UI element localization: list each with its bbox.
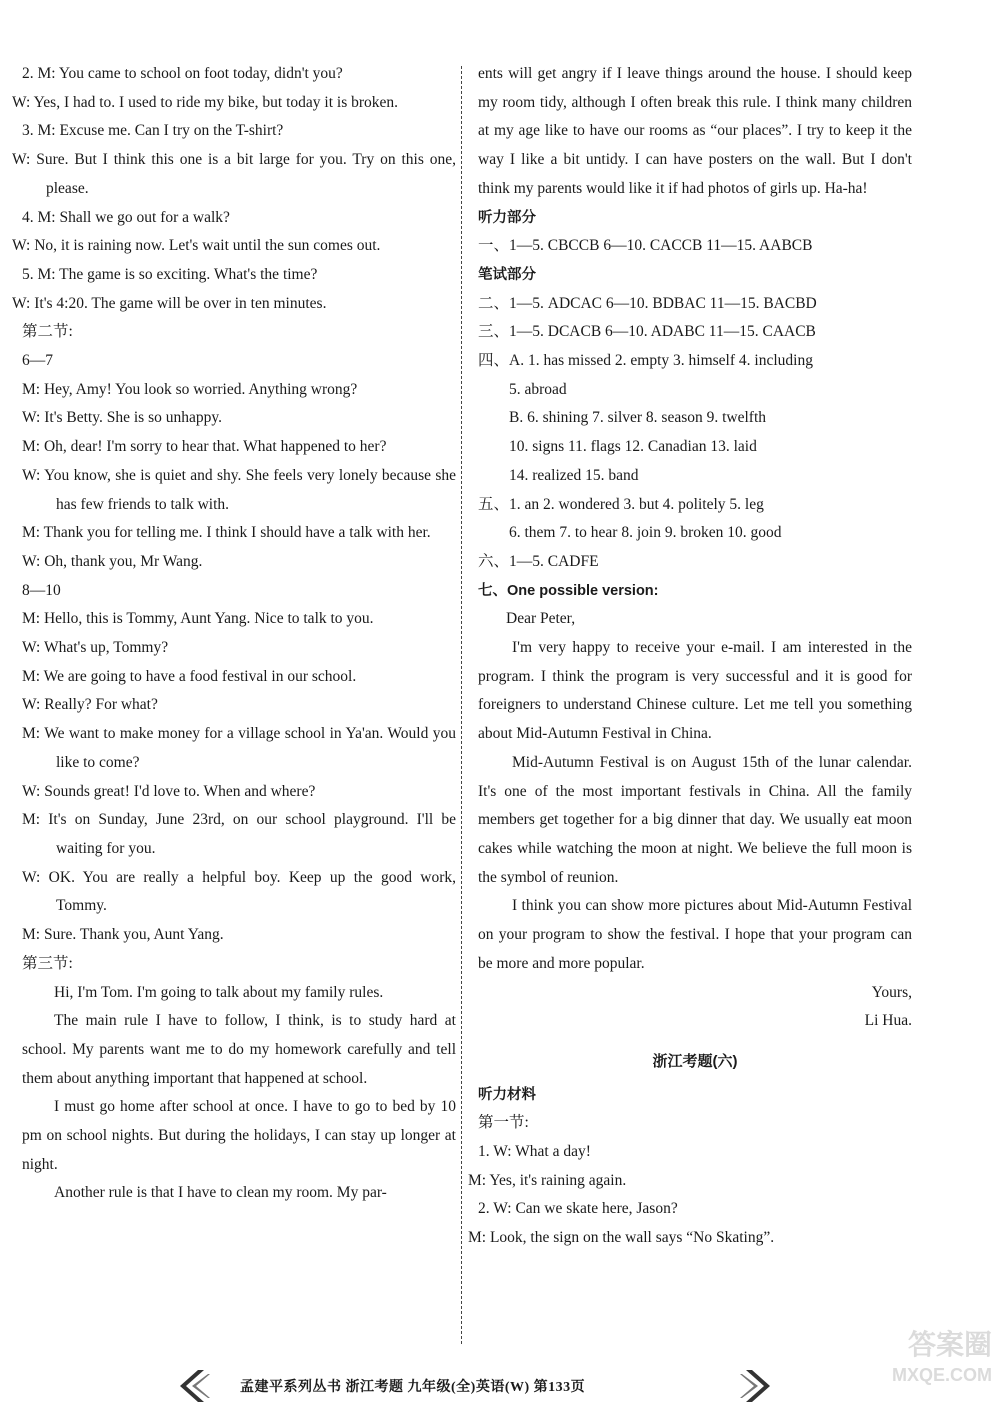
text-line: B. 6. shining 7. silver 8. season 9. twelfth (509, 409, 767, 427)
footer-text: 孟建平系列丛书 浙江考题 九年级(全)英语(W) 第133页 (240, 1380, 586, 1395)
text-line: Li Hua. (864, 1012, 912, 1030)
text-line: W: Yes, I had to. I used to ride my bike, but today it is broken. (12, 93, 399, 111)
text-line: W: It's Betty. She is so unhappy. (22, 409, 222, 427)
text-line: 听力材料 (478, 1086, 536, 1103)
next-arrow-icon (738, 1368, 778, 1404)
text-line: Hi, I'm Tom. I'm going to talk about my family rules. (54, 983, 384, 1001)
text-line: 6—7 (22, 352, 53, 370)
right-column (468, 60, 912, 1253)
text-line: M: Hey, Amy! You look so worried. Anything wrong? (22, 380, 358, 398)
text-line: W: Sounds great! I'd love to. When and where? (22, 782, 316, 800)
text-line: M: Thank you for telling me. I think I should have a talk with her. (22, 524, 431, 542)
text-line: 听力部分 (478, 209, 536, 226)
text-line: 5. abroad (509, 380, 567, 398)
text-line: W: OK. You are really a helpful boy. Keep up the good work, Tommy. (22, 868, 456, 915)
text-line: 五、1. an 2. wondered 3. but 4. politely 5. leg (478, 495, 764, 513)
text-line: 浙江考题(六) (652, 1052, 738, 1070)
text-line: 10. signs 11. flags 12. Canadian 13. laid (509, 438, 757, 456)
text-line: I must go home after school at once. I have to go to bed by 10 pm on school nights. But during the holidays, I can stay up longer at night. (22, 1098, 456, 1173)
text-line: 8—10 (22, 581, 61, 599)
text-line: W: Oh, thank you, Mr Wang. (22, 552, 203, 570)
text-line: W: Really? For what? (22, 696, 158, 714)
text-line: Yours, (871, 983, 912, 1001)
text-line: 2. M: You came to school on foot today, didn't you? (22, 65, 343, 82)
text-line: M: It's on Sunday, June 23rd, on our school playground. I'll be waiting for you. (22, 811, 456, 857)
text-line: 第三节: (22, 954, 73, 972)
text-line: 1. W: What a day! (478, 1143, 591, 1161)
text-line: W: Sure. But I think this one is a bit large for you. Try on this one, please. (12, 151, 456, 197)
text-line: 4. M: Shall we go out for a walk? (22, 208, 230, 226)
watermark-line1: 答案圈 (907, 1329, 992, 1360)
text-line: 第一节: (478, 1114, 529, 1132)
text-line: M: Oh, dear! I'm sorry to hear that. What happened to her? (22, 438, 387, 456)
text-line: 六、1—5. CADFE (478, 552, 599, 570)
text-line: 七、One possible version: (478, 582, 659, 599)
text-line: 三、1—5. DCACB 6—10. ADABC 11—15. CAACB (478, 323, 816, 341)
text-line: 第二节: (22, 323, 73, 341)
text-line: ents will get angry if I leave things around the house. I should keep my room tidy, although I often break this rule. I think many children at my age like to have our rooms as “our places”. I try to keep it the way I like a bit untidy. I can have posters on the wall. But I don't think my parents would like it if had photos of girls up. Ha-ha! (478, 65, 912, 197)
text-line: 二、1—5. ADCAC 6—10. BDBAC 11—15. BACBD (478, 294, 817, 312)
text-line: Another rule is that I have to clean my room. My par- (54, 1184, 387, 1202)
text-line: Mid-Autumn Festival is on August 15th of the lunar calendar. It's one of the most important festivals in China. All the family members get together for a big dinner that day. We usually eat moon cakes while watching the moon at night. We believe the full moon is the symbol of reunion. (478, 753, 912, 886)
text-line: W: It's 4:20. The game will be over in ten minutes. (12, 294, 327, 312)
text-line: 3. M: Excuse me. Can I try on the T-shirt? (22, 122, 284, 140)
page-footer (160, 1366, 790, 1406)
watermark (892, 1330, 992, 1390)
text-line: 6. them 7. to hear 8. join 9. broken 10. good (509, 524, 782, 542)
text-line: 2. W: Can we skate here, Jason? (478, 1200, 678, 1218)
text-line: Dear Peter, (506, 610, 576, 628)
text-line: W: You know, she is quiet and shy. She feels very lonely because she has few friends to talk with. (22, 466, 456, 513)
text-line: M: Sure. Thank you, Aunt Yang. (22, 926, 224, 944)
text-line: M: Hello, this is Tommy, Aunt Yang. Nice to talk to you. (22, 610, 374, 628)
text-line: 四、A. 1. has missed 2. empty 3. himself 4. including (478, 352, 813, 370)
text-line: M: Yes, it's raining again. (468, 1171, 627, 1189)
text-line: 14. realized 15. band (509, 466, 639, 484)
text-line: M: We want to make money for a village school in Ya'an. Would you like to come? (22, 725, 456, 771)
prev-arrow-icon (172, 1368, 212, 1404)
text-line: I think you can show more pictures about Mid-Autumn Festival on your program to show the festival. I hope that your program can be more and more popular. (478, 897, 912, 972)
text-line: W: What's up, Tommy? (22, 639, 169, 657)
text-line: 一、1—5. CBCCB 6—10. CACCB 11—15. AABCB (478, 237, 813, 255)
left-column (12, 60, 456, 1208)
text-line: M: Look, the sign on the wall says “No Skating”. (468, 1229, 775, 1247)
text-line: W: No, it is raining now. Let's wait until the sun comes out. (12, 237, 381, 255)
text-line: M: We are going to have a food festival in our school. (22, 667, 357, 685)
text-line: 5. M: The game is so exciting. What's the time? (22, 265, 318, 283)
column-divider (461, 66, 462, 1344)
watermark-line2: MXQE.COM (891, 1365, 992, 1385)
text-line: The main rule I have to follow, I think, is to study hard at school. My parents want me to do my homework carefully and tell them about anything important that happened at school. (22, 1012, 456, 1087)
text-line: 笔试部分 (478, 266, 536, 283)
text-line: I'm very happy to receive your e-mail. I am interested in the program. I think the program is very successful and it is good for foreigners to understand Chinese culture. Let me tell you something about Mid-Autumn Festival in China. (478, 639, 912, 743)
